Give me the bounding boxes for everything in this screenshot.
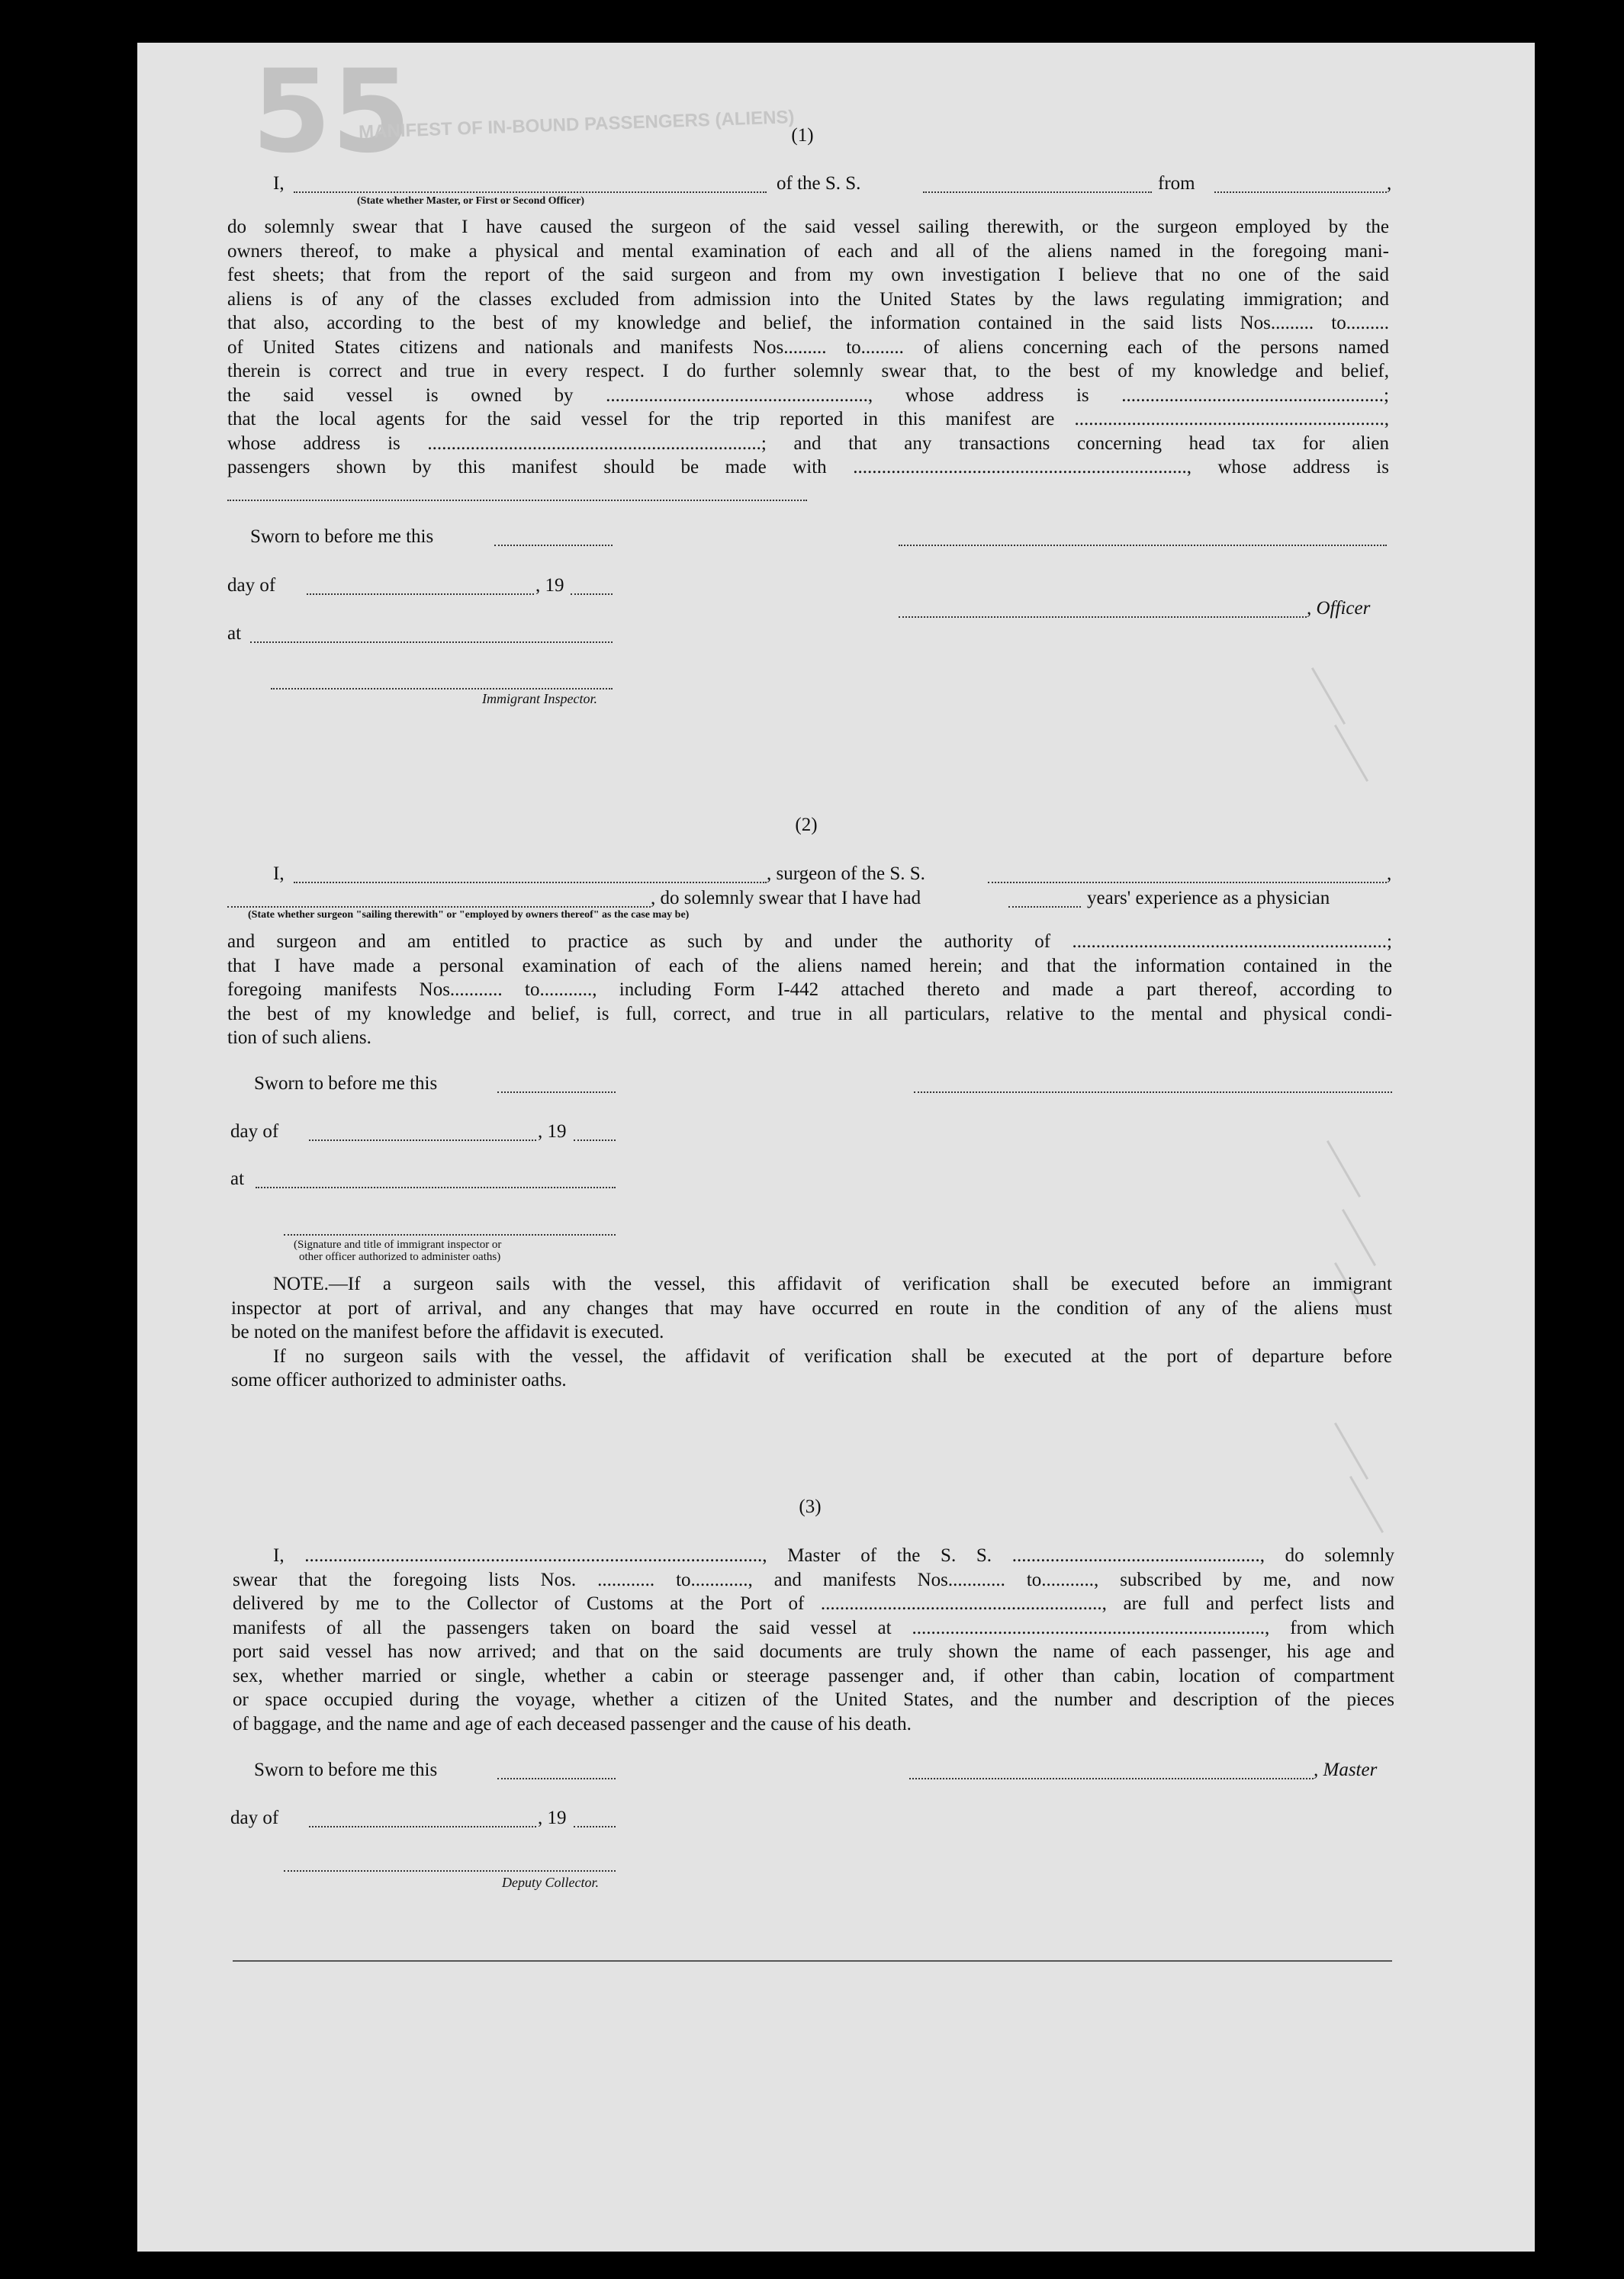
section-1-of-ss: of the S. S. xyxy=(777,173,861,194)
section-2-surgeon-label: surgeon of the S. S. xyxy=(776,863,925,884)
section-2-year-line xyxy=(574,1140,616,1141)
section-2-at-line xyxy=(256,1187,616,1188)
section-1-year: , 19 xyxy=(535,575,564,596)
section-3-deputy: Deputy Collector. xyxy=(502,1875,599,1890)
section-1-i: I, xyxy=(273,173,285,194)
section-1-line: that also, according to the best of my knowledge and belief, the information contained in the said lists Nos......... to......... xyxy=(227,313,1389,333)
section-2-ship-line xyxy=(988,882,1387,883)
section-1-line: owners thereof, to make a physical and mental examination of each and all of the aliens named in the foregoing mani- xyxy=(227,240,1389,262)
section-2-sig-caption-2: other officer authorized to administer oaths) xyxy=(299,1251,501,1263)
section-2-note xyxy=(231,1272,1392,1393)
section-1-comma: , xyxy=(1387,173,1392,194)
section-2-line: foregoing manifests Nos........... to..........., including Form I-442 attached thereto and made a part thereof, according to xyxy=(227,979,1392,1000)
section-1-line: therein is correct and true in every respect. I do further solemnly swear that, to the best of my knowledge and belief, xyxy=(227,361,1389,381)
section-1-officer-label: Officer xyxy=(1316,598,1371,619)
section-2-signature-line xyxy=(914,1091,1392,1093)
section-1-paragraph xyxy=(227,215,1389,480)
section-2-caption: (State whether surgeon "sailing therewith" or "employed by owners thereof" as the case may be) xyxy=(248,909,690,921)
section-1-sworn: Sworn to before me this xyxy=(250,526,434,547)
note-line: some officer authorized to administer oaths. xyxy=(231,1370,567,1390)
section-2-number: (2) xyxy=(795,815,818,835)
section-1-inspector: Immigrant Inspector. xyxy=(482,691,597,706)
section-2-line: tion of such aliens. xyxy=(227,1027,371,1048)
section-1-line: that the local agents for the said vessel for the trip reported in this manifest are ................................................................., xyxy=(227,409,1389,429)
section-1-inspector-signature-line xyxy=(271,688,613,689)
section-2-swear: , do solemnly swear that I have had xyxy=(651,888,921,908)
section-2-i: I, xyxy=(273,863,285,884)
section-2-line: that I have made a personal examination of each of the aliens named herein; and that the information contained in the xyxy=(227,955,1392,976)
section-1-line: fest sheets; that from the report of the said surgeon and from my own investigation I believe that no one of the said xyxy=(227,265,1389,285)
section-1-officer: , Officer xyxy=(1307,598,1371,619)
section-1-number: (1) xyxy=(791,125,814,146)
section-2-swear-label: do solemnly swear that I have had xyxy=(660,888,921,908)
section-2-line: and surgeon and am entitled to practice as such by and under the authority of ..................................................................; xyxy=(227,931,1392,952)
section-3-line: manifests of all the passengers taken on board the said vessel at .........................................................................., from which xyxy=(233,1617,1394,1638)
section-1-line: whose address is ......................................................................; and that any transactions concerning head tax for alien xyxy=(227,432,1389,454)
section-3-number: (3) xyxy=(799,1496,822,1517)
section-1-year-line xyxy=(571,593,613,595)
section-1-from: from xyxy=(1158,173,1195,194)
section-2-sworn-date-line xyxy=(497,1091,616,1093)
section-3-sworn: Sworn to before me this xyxy=(254,1760,438,1780)
section-3-line: delivered by me to the Collector of Customs at the Port of ..........................................................., are full and perfect lists and xyxy=(233,1593,1394,1614)
section-2-surgeon-of-ss: , surgeon of the S. S. xyxy=(767,863,925,884)
section-1-at: at xyxy=(227,623,242,644)
section-2-day-of: day of xyxy=(230,1121,279,1142)
section-2-sworn: Sworn to before me this xyxy=(254,1073,438,1094)
section-3-master-label: Master xyxy=(1323,1760,1378,1780)
section-1-line: aliens is of any of the classes excluded from admission into the United States by the laws regulating immigration; and xyxy=(227,288,1389,310)
section-3-line: sex, whether married or single, whether a cabin or steerage passenger and, if other than cabin, location of compartment xyxy=(233,1665,1394,1686)
section-2-inspector-signature-line xyxy=(284,1234,616,1236)
section-1-ship-name-line xyxy=(923,191,1152,193)
section-2-year-label: 19 xyxy=(547,1121,567,1142)
section-1-from-line xyxy=(1214,191,1387,193)
section-3-paragraph xyxy=(233,1544,1394,1736)
section-3-line: or space occupied during the voyage, whether a citizen of the United States, and the number and description of the pieces xyxy=(233,1689,1394,1710)
section-2-surgeon-name-line xyxy=(294,882,767,883)
section-3-year: , 19 xyxy=(538,1808,567,1828)
section-3-sworn-date-line xyxy=(497,1778,616,1779)
section-3-year-label: 19 xyxy=(547,1808,567,1828)
note-line: If no surgeon sails with the vessel, the affidavit of verification shall be executed at the port of departure before xyxy=(273,1345,1392,1367)
note-line: NOTE.—If a surgeon sails with the vessel, this affidavit of verification shall be executed before an immigrant xyxy=(273,1274,1392,1294)
bleed-through-heading: MANIFEST OF IN-BOUND PASSENGERS (ALIENS) xyxy=(358,107,795,143)
section-2-years-line xyxy=(1008,906,1081,908)
section-1-line: passengers shown by this manifest should be made with ......................................................................, whose address is xyxy=(227,457,1389,477)
section-2-day-line xyxy=(309,1140,536,1141)
section-1-officer-name-line xyxy=(294,191,767,193)
section-1-address-line xyxy=(227,500,807,501)
section-2-capacity-line xyxy=(227,906,651,908)
section-2-line: the best of my knowledge and belief, is full, correct, and true in all particulars, relative to the mental and physical condi- xyxy=(227,1003,1392,1024)
section-3-deputy-signature-line xyxy=(284,1870,616,1872)
section-1-year-label: 19 xyxy=(545,575,564,596)
section-1-line: of United States citizens and nationals and manifests Nos......... to......... of aliens concerning each of the persons named xyxy=(227,336,1389,358)
handwritten-mark: 55 xyxy=(252,46,411,178)
section-2-sig-caption-1: (Signature and title of immigrant inspector or xyxy=(294,1239,502,1251)
section-1-day-line xyxy=(307,593,534,595)
section-3-master-signature-line xyxy=(909,1778,1314,1779)
section-1-day-of: day of xyxy=(227,575,276,596)
section-1-caption: (State whether Master, or First or Second Officer) xyxy=(357,195,585,207)
section-3-line: I, ................................................................................................, Master of the S. S. ...................................................., do solemnly xyxy=(273,1545,1394,1566)
section-2-paragraph xyxy=(227,930,1392,1050)
section-3-day-of: day of xyxy=(230,1808,279,1828)
section-1-officer-line xyxy=(899,616,1307,618)
section-2-at: at xyxy=(230,1168,245,1189)
section-1-line: the said vessel is owned by ......................................................., whose address is .......................................................; xyxy=(227,384,1389,406)
section-3-line: port said vessel has now arrived; and that on the said documents are truly shown the name of each passenger, his age and xyxy=(233,1641,1394,1662)
section-3-master: , Master xyxy=(1314,1760,1378,1780)
section-1-line: do solemnly swear that I have caused the surgeon of the said vessel sailing therewith, or the surgeon employed by the xyxy=(227,217,1389,237)
section-3-day-line xyxy=(309,1826,536,1827)
bottom-rule xyxy=(233,1960,1392,1962)
section-2-year: , 19 xyxy=(538,1121,567,1142)
section-1-sworn-date-line xyxy=(494,545,613,546)
section-3-year-line xyxy=(574,1826,616,1827)
section-3-line: swear that the foregoing lists Nos. ............ to............, and manifests Nos............ to..........., subscribed by me, and now xyxy=(233,1569,1394,1590)
section-1-officer-signature-line xyxy=(899,545,1387,546)
section-2-comma: , xyxy=(1387,863,1392,884)
note-line: be noted on the manifest before the affidavit is executed. xyxy=(231,1322,664,1342)
section-1-at-line xyxy=(250,641,613,643)
section-2-experience: years' experience as a physician xyxy=(1087,888,1330,908)
section-3-line: of baggage, and the name and age of each deceased passenger and the cause of his death. xyxy=(233,1713,912,1734)
note-line: inspector at port of arrival, and any changes that may have occurred en route in the condition of any of the aliens must xyxy=(231,1297,1392,1319)
